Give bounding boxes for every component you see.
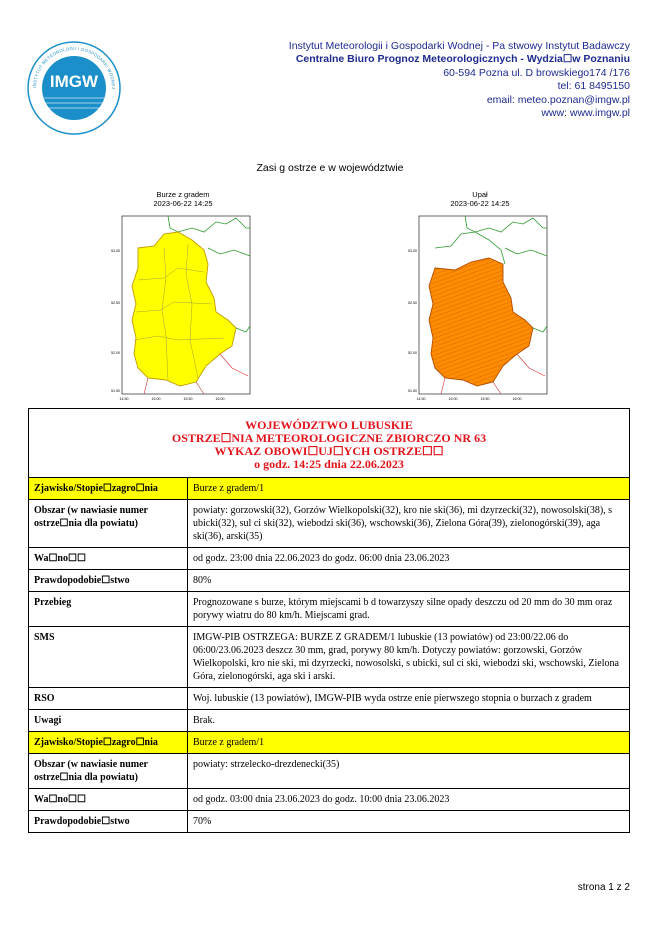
table-row [29, 754, 630, 789]
table-row [29, 710, 630, 732]
row-label: Przebieg [29, 592, 188, 627]
header-line-institute: Instytut Meteorologii i Gospodarki Wodnej - Pa stwowy Instytut Badawczy [288, 40, 630, 52]
map-svg-right [405, 208, 555, 406]
lon-tick: 14.50 [119, 397, 129, 401]
map-time: 2023-06-22 14:25 [450, 199, 510, 208]
lon-tick: 16.00 [215, 397, 225, 401]
lon-tick: 16.00 [512, 397, 522, 401]
row-value: Burze z gradem/1 [188, 478, 630, 500]
row-value: Burze z gradem/1 [188, 732, 630, 754]
row-label: Zjawisko/Stopie☐zagro☐nia [29, 732, 188, 754]
row-value: 80% [188, 570, 630, 592]
header-line-address: 60-594 Pozna ul. D browskiego174 /176 [443, 66, 630, 79]
row-label: Prawdopodobie☐stwo [29, 811, 188, 833]
map-heat [405, 190, 555, 406]
lat-tick: 52.50 [408, 301, 417, 305]
header-line-office: Centralne Biuro Prognoz Meteorologicznych - Wydzia☐w Poznaniu [295, 53, 630, 66]
title-time: o godz. 14:25 dnia 22.06.2023 [254, 457, 404, 471]
institute-header [289, 40, 630, 120]
table-row [29, 732, 630, 754]
row-label: Obszar (w nawiasie numer ostrze☐nia dla powiatu) [29, 754, 188, 789]
row-value: od godz. 03:00 dnia 23.06.2023 do godz. 10:00 dnia 23.06.2023 [188, 789, 630, 811]
map-thunderstorm [108, 190, 258, 406]
row-label: Uwagi [29, 710, 188, 732]
table-row [29, 548, 630, 570]
lon-tick: 15.50 [183, 397, 193, 401]
logo-ring-text: INSTYTUT METEOROLOGII I GOSPODARKI WODNEJ [31, 45, 117, 90]
lat-tick: 52.00 [408, 351, 417, 355]
lat-tick: 52.50 [111, 301, 120, 305]
table-row [29, 811, 630, 833]
map-svg-left [108, 208, 258, 406]
lon-tick: 15.00 [151, 397, 161, 401]
table-row [29, 500, 630, 548]
lon-tick: 15.00 [448, 397, 458, 401]
title-list: WYKAZ OBOWI☐UJ☐YCH OSTRZE☐☐ [214, 444, 444, 458]
row-value: Prognozowane s burze, którym miejscami b d towarzyszy silne opady deszczu od 20 mm do 30 mm oraz porywy wiatru do 80 km/h. Miejscami grad. [188, 592, 630, 627]
section-title: Zasi g ostrze e w województwie [256, 162, 404, 174]
row-value: IMGW-PIB OSTRZEGA: BURZE Z GRADEM/1 lubuskie (13 powiatów) od 23:00/22.06 do 06:00/23.06.2023 deszcz 30 mm, grad, porywy 80 km/h. Dotyczy powiatów: gorzowski, Gorzów Wielkopolski, kro nie ski, mi dzyrzecki, nowosolski, s ubicki, sul ci ski, wiebodzi ski, wschowski, Zielona Góra, zielonogórski, aga ski i arski. [188, 627, 630, 688]
title-warnings: OSTRZE☐NIA METEOROLOGICZNE ZBIORCZO NR 63 [171, 431, 487, 445]
lat-tick: 51.50 [111, 389, 120, 393]
lat-tick: 52.00 [111, 351, 120, 355]
row-value: od godz. 23:00 dnia 22.06.2023 do godz. 06:00 dnia 23.06.2023 [188, 548, 630, 570]
table-row [29, 570, 630, 592]
lon-tick: 14.50 [416, 397, 426, 401]
row-label: Obszar (w nawiasie numer ostrze☐nia dla powiatu) [29, 500, 188, 548]
table-row [29, 688, 630, 710]
title-row [29, 409, 630, 478]
lat-tick: 53.00 [408, 249, 417, 253]
row-label: SMS [29, 627, 188, 688]
map-title: Burze z gradem [156, 190, 210, 199]
logo-text: IMGW [49, 72, 99, 91]
header-line-phone: tel: 61 8495150 [557, 80, 630, 93]
row-label: Prawdopodobie☐stwo [29, 570, 188, 592]
page-number: strona 1 z 2 [577, 882, 630, 893]
table-row [29, 592, 630, 627]
title-region: WOJEWÓDZTWO LUBUSKIE [245, 418, 413, 432]
lat-tick: 53.00 [111, 249, 120, 253]
imgw-logo [26, 40, 122, 136]
header-line-email[interactable]: email: meteo.poznan@imgw.pl [486, 93, 630, 106]
table-row [29, 627, 630, 688]
table-row [29, 789, 630, 811]
row-value: 70% [188, 811, 630, 833]
table-row [29, 478, 630, 500]
map-time: 2023-06-22 14:25 [153, 199, 213, 208]
map-title: Upał [472, 190, 488, 199]
row-value: Woj. lubuskie (13 powiatów), IMGW-PIB wyda ostrze enie pierwszego stopnia o burzach z gradem [188, 688, 630, 710]
row-label: Zjawisko/Stopie☐zagro☐nia [29, 478, 188, 500]
row-value: powiaty: gorzowski(32), Gorzów Wielkopolski(32), kro nie ski(36), mi dzyrzecki(32), nowosolski(38), s ubicki(32), sul ci ski(32), wiebodzi ski(36), wschowski(36), Zielona Góra(39), zielonogórski(39), aga ski(36), arski(35) [188, 500, 630, 548]
row-label: Wa☐no☐☐ [29, 548, 188, 570]
header-line-www[interactable]: www: www.imgw.pl [541, 107, 630, 120]
lon-tick: 15.50 [480, 397, 490, 401]
warnings-table [28, 408, 630, 833]
row-value: powiaty: strzelecko-drezdenecki(35) [188, 754, 630, 789]
row-value: Brak. [188, 710, 630, 732]
row-label: RSO [29, 688, 188, 710]
lat-tick: 51.50 [408, 389, 417, 393]
warnings-title [29, 409, 630, 478]
row-label: Wa☐no☐☐ [29, 789, 188, 811]
